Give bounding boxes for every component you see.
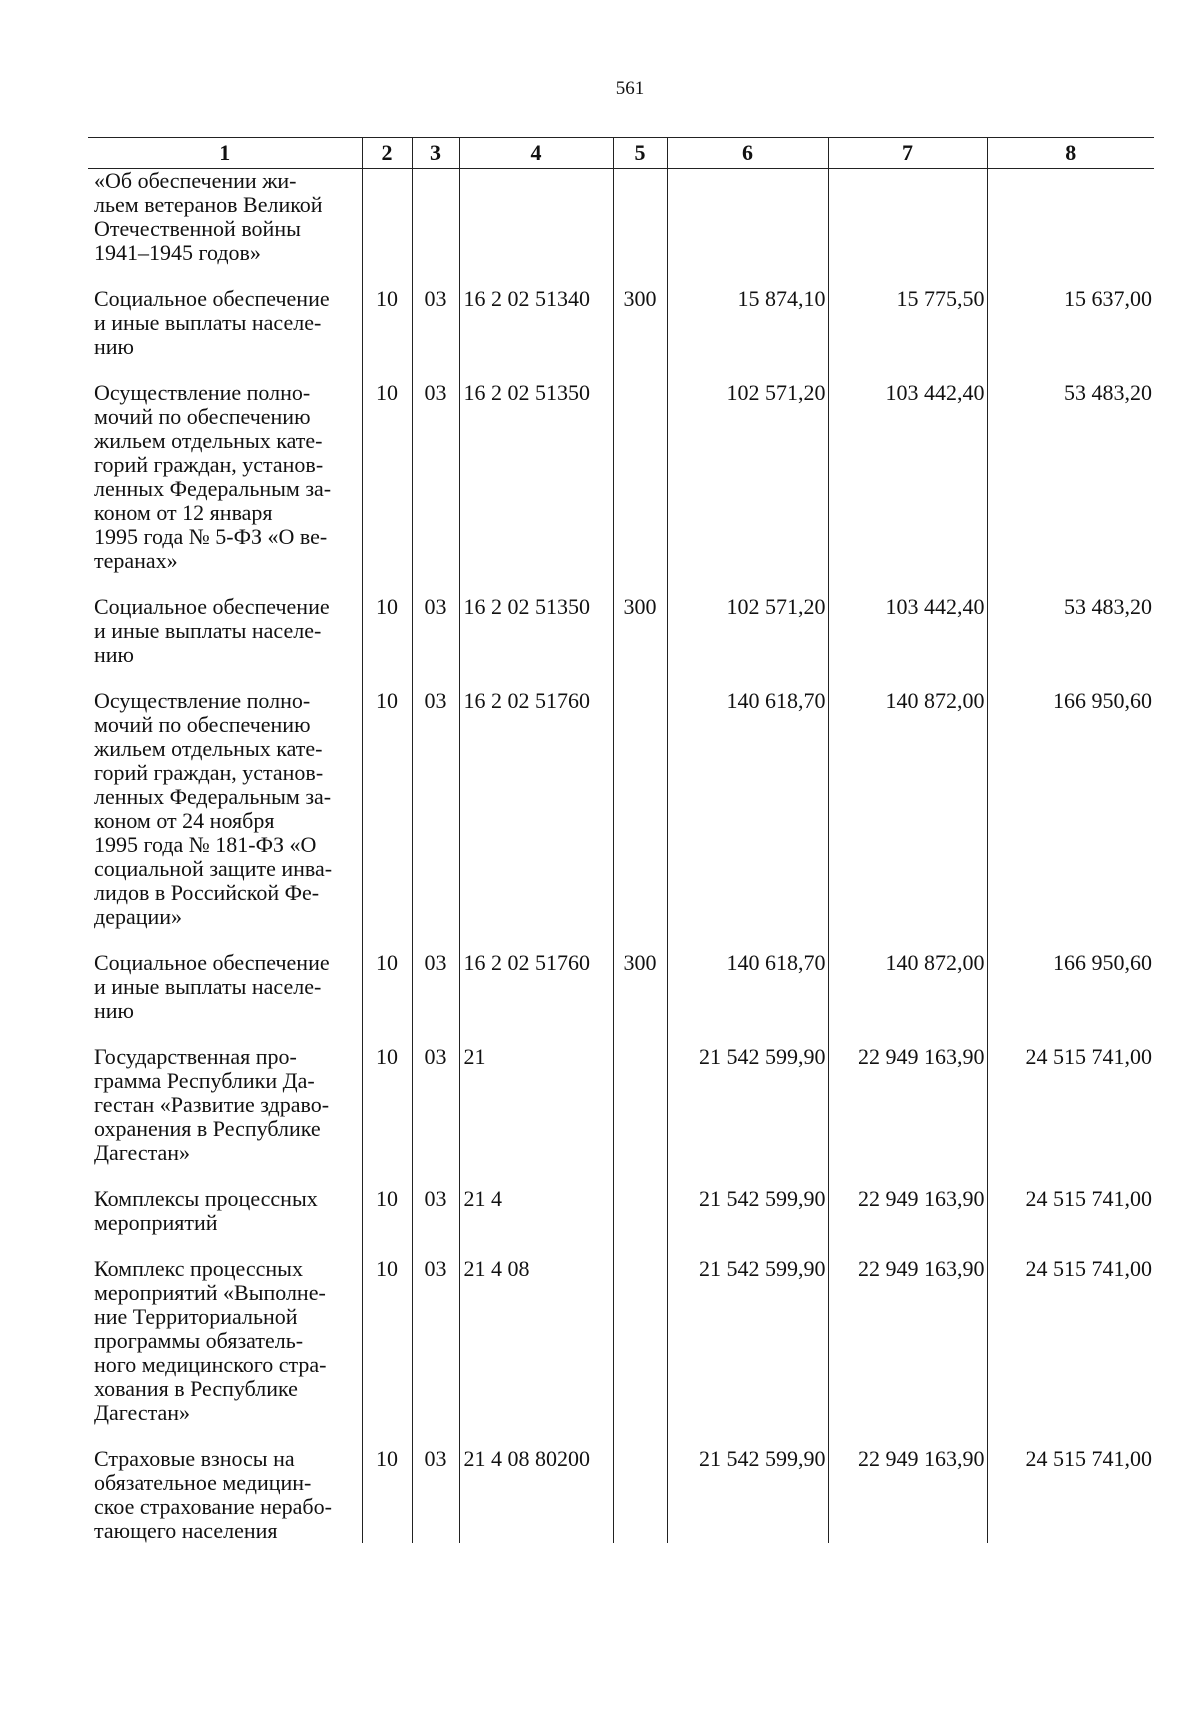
column-header: 2 bbox=[362, 138, 412, 169]
cell-target-article: 21 4 bbox=[459, 1187, 613, 1257]
table-row bbox=[88, 595, 1154, 689]
cell-expense-type bbox=[613, 1045, 667, 1187]
cell-section bbox=[362, 169, 412, 288]
cell-amount-year3: 24 515 741,00 bbox=[987, 1447, 1154, 1543]
row-name: Комплекс процессных мероприятий «Выполне- ние Территориальной программы обязатель- ного медицинского стра- хования в Республике Дагестан» bbox=[94, 1256, 327, 1425]
row-name: Государственная про- грамма Республики Да- гестан «Развитие здраво- охранения в Республике Дагестан» bbox=[94, 1044, 330, 1165]
cell-amount-year2: 22 949 163,90 bbox=[828, 1187, 987, 1257]
budget-table bbox=[88, 137, 1154, 1543]
cell-subsection: 03 bbox=[412, 595, 459, 689]
row-name: Социальное обеспечение и иные выплаты населе- нию bbox=[94, 286, 330, 359]
cell-amount-year1: 102 571,20 bbox=[667, 381, 828, 595]
row-name: Страховые взносы на обязательное медицин- ское страхование нерабо- тающего населения bbox=[94, 1446, 332, 1543]
cell-expense-type bbox=[613, 381, 667, 595]
row-name: Комплексы процессных мероприятий bbox=[94, 1186, 318, 1235]
cell-section: 10 bbox=[362, 381, 412, 595]
cell-amount-year2: 22 949 163,90 bbox=[828, 1447, 987, 1543]
cell-amount-year2: 22 949 163,90 bbox=[828, 1257, 987, 1447]
table-row bbox=[88, 1045, 1154, 1187]
table-row bbox=[88, 951, 1154, 1045]
cell-section: 10 bbox=[362, 595, 412, 689]
table-row bbox=[88, 169, 1154, 288]
cell-target-article: 16 2 02 51760 bbox=[459, 951, 613, 1045]
cell-section: 10 bbox=[362, 1045, 412, 1187]
table-row bbox=[88, 1447, 1154, 1543]
cell-subsection: 03 bbox=[412, 1257, 459, 1447]
cell-target-article: 21 bbox=[459, 1045, 613, 1187]
cell-section: 10 bbox=[362, 1257, 412, 1447]
cell-amount-year2 bbox=[828, 169, 987, 288]
cell-target-article: 21 4 08 80200 bbox=[459, 1447, 613, 1543]
cell-expense-type bbox=[613, 169, 667, 288]
column-header: 6 bbox=[667, 138, 828, 169]
cell-expense-type: 300 bbox=[613, 287, 667, 381]
cell-subsection: 03 bbox=[412, 287, 459, 381]
cell-target-article: 21 4 08 bbox=[459, 1257, 613, 1447]
row-name: «Об обеспечении жи- льем ветеранов Великой Отечественной войны 1941–1945 годов» bbox=[94, 168, 323, 265]
cell-amount-year3: 24 515 741,00 bbox=[987, 1257, 1154, 1447]
row-name: Осуществление полно- мочий по обеспечению жильем отдельных кате- горий граждан, установ- ленных Федеральным за- коном от 12 января 1995 года № 5-ФЗ «О ве- теранах» bbox=[94, 380, 332, 573]
cell-subsection: 03 bbox=[412, 1187, 459, 1257]
cell-amount-year3: 166 950,60 bbox=[987, 951, 1154, 1045]
row-name: Осуществление полно- мочий по обеспечению жильем отдельных кате- горий граждан, установ- ленных Федеральным за- коном от 24 ноября 1995 года № 181-ФЗ «О социальной защите инва- лидов в Российской Фе- дерации» bbox=[94, 688, 333, 929]
cell-amount-year1: 140 618,70 bbox=[667, 951, 828, 1045]
cell-target-article: 16 2 02 51340 bbox=[459, 287, 613, 381]
cell-section: 10 bbox=[362, 951, 412, 1045]
cell-section: 10 bbox=[362, 689, 412, 951]
cell-amount-year3: 24 515 741,00 bbox=[987, 1187, 1154, 1257]
cell-amount-year1: 21 542 599,90 bbox=[667, 1187, 828, 1257]
cell-amount-year1: 102 571,20 bbox=[667, 595, 828, 689]
cell-subsection: 03 bbox=[412, 1045, 459, 1187]
table-row bbox=[88, 287, 1154, 381]
cell-amount-year2: 15 775,50 bbox=[828, 287, 987, 381]
column-header: 5 bbox=[613, 138, 667, 169]
cell-expense-type bbox=[613, 1257, 667, 1447]
cell-amount-year2: 103 442,40 bbox=[828, 595, 987, 689]
table-row bbox=[88, 1257, 1154, 1447]
table-header-row bbox=[88, 138, 1154, 169]
cell-amount-year3 bbox=[987, 169, 1154, 288]
column-header: 8 bbox=[987, 138, 1154, 169]
cell-target-article: 16 2 02 51350 bbox=[459, 595, 613, 689]
cell-amount-year2: 140 872,00 bbox=[828, 951, 987, 1045]
cell-subsection bbox=[412, 169, 459, 288]
page-number: 561 bbox=[615, 78, 645, 99]
table-row bbox=[88, 1187, 1154, 1257]
table-row bbox=[88, 381, 1154, 595]
column-header: 7 bbox=[828, 138, 987, 169]
cell-expense-type bbox=[613, 689, 667, 951]
cell-target-article: 16 2 02 51760 bbox=[459, 689, 613, 951]
cell-section: 10 bbox=[362, 1447, 412, 1543]
cell-section: 10 bbox=[362, 287, 412, 381]
cell-amount-year3: 24 515 741,00 bbox=[987, 1045, 1154, 1187]
cell-amount-year3: 53 483,20 bbox=[987, 595, 1154, 689]
cell-amount-year3: 166 950,60 bbox=[987, 689, 1154, 951]
table-row bbox=[88, 689, 1154, 951]
cell-amount-year2: 103 442,40 bbox=[828, 381, 987, 595]
cell-expense-type: 300 bbox=[613, 951, 667, 1045]
cell-subsection: 03 bbox=[412, 381, 459, 595]
cell-subsection: 03 bbox=[412, 1447, 459, 1543]
cell-amount-year1: 21 542 599,90 bbox=[667, 1257, 828, 1447]
cell-section: 10 bbox=[362, 1187, 412, 1257]
cell-subsection: 03 bbox=[412, 951, 459, 1045]
cell-target-article bbox=[459, 169, 613, 288]
cell-subsection: 03 bbox=[412, 689, 459, 951]
cell-amount-year1: 15 874,10 bbox=[667, 287, 828, 381]
cell-amount-year1 bbox=[667, 169, 828, 288]
cell-expense-type bbox=[613, 1447, 667, 1543]
cell-target-article: 16 2 02 51350 bbox=[459, 381, 613, 595]
column-header: 1 bbox=[88, 138, 362, 169]
cell-amount-year1: 140 618,70 bbox=[667, 689, 828, 951]
cell-expense-type bbox=[613, 1187, 667, 1257]
cell-amount-year3: 15 637,00 bbox=[987, 287, 1154, 381]
cell-amount-year1: 21 542 599,90 bbox=[667, 1447, 828, 1543]
cell-amount-year2: 140 872,00 bbox=[828, 689, 987, 951]
cell-amount-year3: 53 483,20 bbox=[987, 381, 1154, 595]
row-name: Социальное обеспечение и иные выплаты населе- нию bbox=[94, 594, 330, 667]
cell-amount-year2: 22 949 163,90 bbox=[828, 1045, 987, 1187]
column-header: 3 bbox=[412, 138, 459, 169]
row-name: Социальное обеспечение и иные выплаты населе- нию bbox=[94, 950, 330, 1023]
cell-amount-year1: 21 542 599,90 bbox=[667, 1045, 828, 1187]
cell-expense-type: 300 bbox=[613, 595, 667, 689]
column-header: 4 bbox=[459, 138, 613, 169]
